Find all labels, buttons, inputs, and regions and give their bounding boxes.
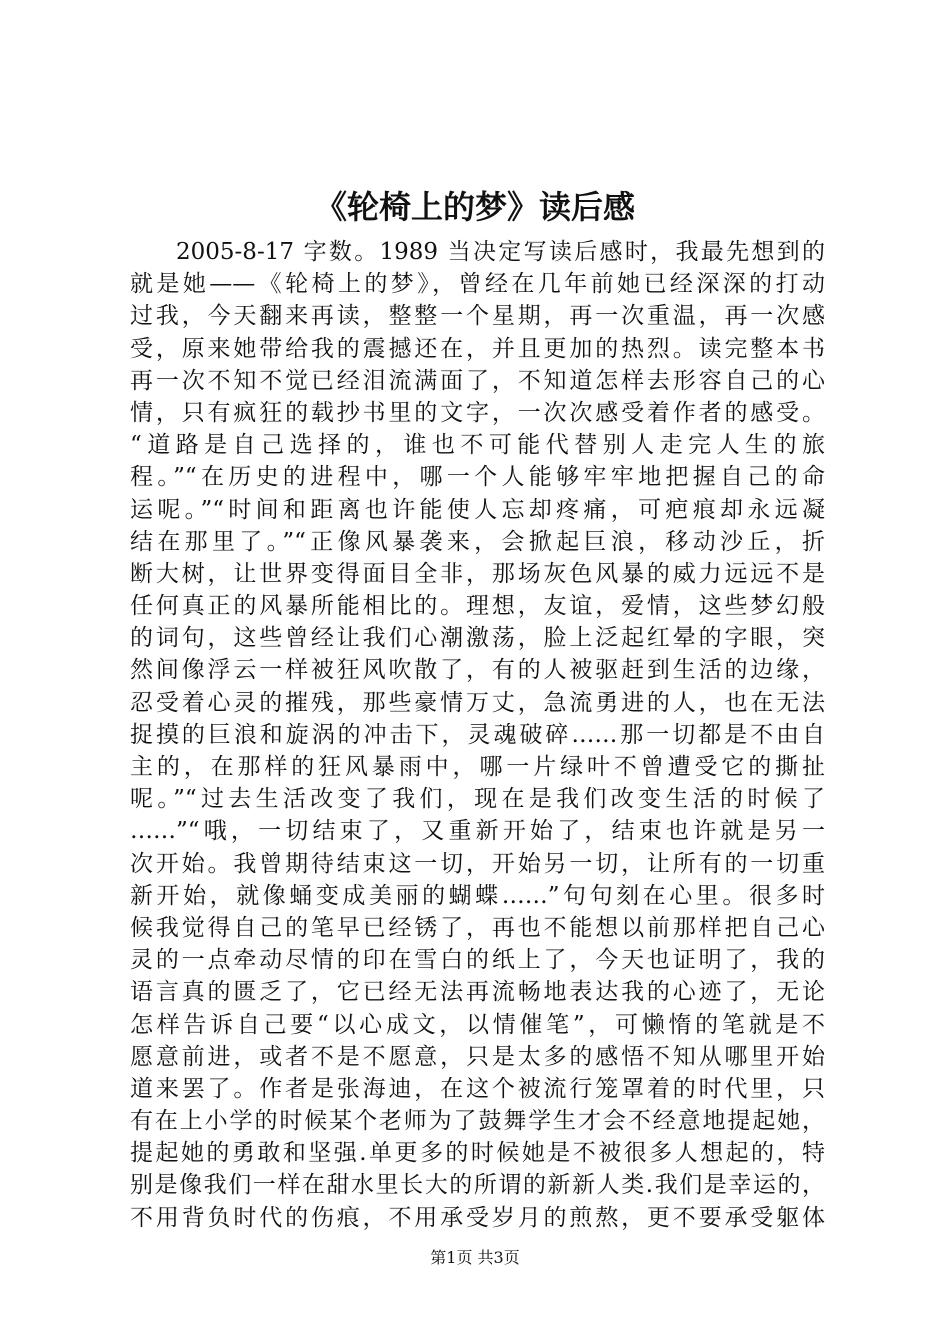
page-title: 《轮椅上的梦》读后感	[314, 188, 635, 226]
body-line: 捉摸的巨浪和旋涡的冲击下，灵魂破碎……那一切都是不由自	[130, 721, 825, 748]
body-line: 再一次不知不觉已经泪流满面了，不知道怎样去形容自己的心	[130, 367, 825, 394]
body-line: 任何真正的风暴所能相比的。理想，友谊，爱情，这些梦幻般	[130, 593, 825, 620]
body-line: 怎样告诉自己要“以心成文，以情催笔”，可懒惰的笔就是不	[130, 1011, 825, 1038]
body-line: 受，原来她带给我的震撼还在，并且更加的热烈。读完整本书	[130, 335, 825, 362]
body-line: 情，只有疯狂的载抄书里的文字，一次次感受着作者的感受。	[130, 399, 825, 426]
body-line: 程。”“在历史的进程中，哪一个人能够牢牢地把握自己的命	[130, 464, 825, 491]
page-footer: 第1页 共3页	[430, 1248, 520, 1267]
body-line: 过我，今天翻来再读，整整一个星期，再一次重温，再一次感	[130, 303, 825, 330]
body-line: 候我觉得自己的笔早已经锈了，再也不能想以前那样把自己心	[130, 914, 825, 941]
body-line: 愿意前进，或者不是不愿意，只是太多的感悟不知从哪里开始	[130, 1043, 825, 1070]
body-line: 然间像浮云一样被狂风吹散了，有的人被驱赶到生活的边缘，	[130, 657, 825, 684]
body-line: 新开始，就像蛹变成美丽的蝴蝶……”句句刻在心里。很多时	[130, 882, 825, 909]
body-line: 语言真的匮乏了，它已经无法再流畅地表达我的心迹了，无论	[130, 979, 825, 1006]
body-line: 灵的一点牵动尽情的印在雪白的纸上了，今天也证明了，我的	[130, 947, 825, 974]
body-line: 不用背负时代的伤痕，不用承受岁月的煎熬，更不要承受躯体	[130, 1204, 825, 1231]
body-line: 提起她的勇敢和坚强.单更多的时候她是不被很多人想起的，特	[130, 1140, 825, 1167]
body-line: 道来罢了。作者是张海迪，在这个被流行笼罩着的时代里，只	[130, 1075, 825, 1102]
body-line: 就是她——《轮椅上的梦》，曾经在几年前她已经深深的打动	[130, 271, 825, 298]
body-line: 主的，在那样的狂风暴雨中，哪一片绿叶不曾遭受它的撕扯	[130, 754, 825, 780]
body-line: ……”“哦，一切结束了，又重新开始了，结束也许就是另一	[130, 818, 825, 845]
body-line: 2005-8-17 字数。1989 当决定写读后感时，我最先想到的	[176, 239, 825, 265]
body-line: 断大树，让世界变得面目全非，那场灰色风暴的威力远远不是	[130, 560, 825, 587]
body-line: 次开始。我曾期待结束这一切，开始另一切，让所有的一切重	[130, 850, 825, 877]
body-line: 的词句，这些曾经让我们心潮激荡，脸上泛起红晕的字眼，突	[130, 625, 825, 652]
body-line: 呢。”“过去生活改变了我们，现在是我们改变生活的时候了	[130, 786, 825, 813]
body-line: 结在那里了。”“正像风暴袭来，会掀起巨浪，移动沙丘，折	[130, 528, 825, 555]
body-line: 运呢。”“时间和距离也许能使人忘却疼痛，可疤痕却永远凝	[130, 496, 825, 523]
body-text	[130, 236, 825, 1234]
body-line: “道路是自己选择的，谁也不可能代替别人走完人生的旅	[130, 432, 825, 459]
body-line: 有在上小学的时候某个老师为了鼓舞学生才会不经意地提起她，	[130, 1108, 825, 1135]
body-line: 别是像我们一样在甜水里长大的所谓的新新人类.我们是幸运的，	[130, 1172, 825, 1199]
body-line: 忍受着心灵的摧残，那些豪情万丈，急流勇进的人，也在无法	[130, 689, 825, 716]
